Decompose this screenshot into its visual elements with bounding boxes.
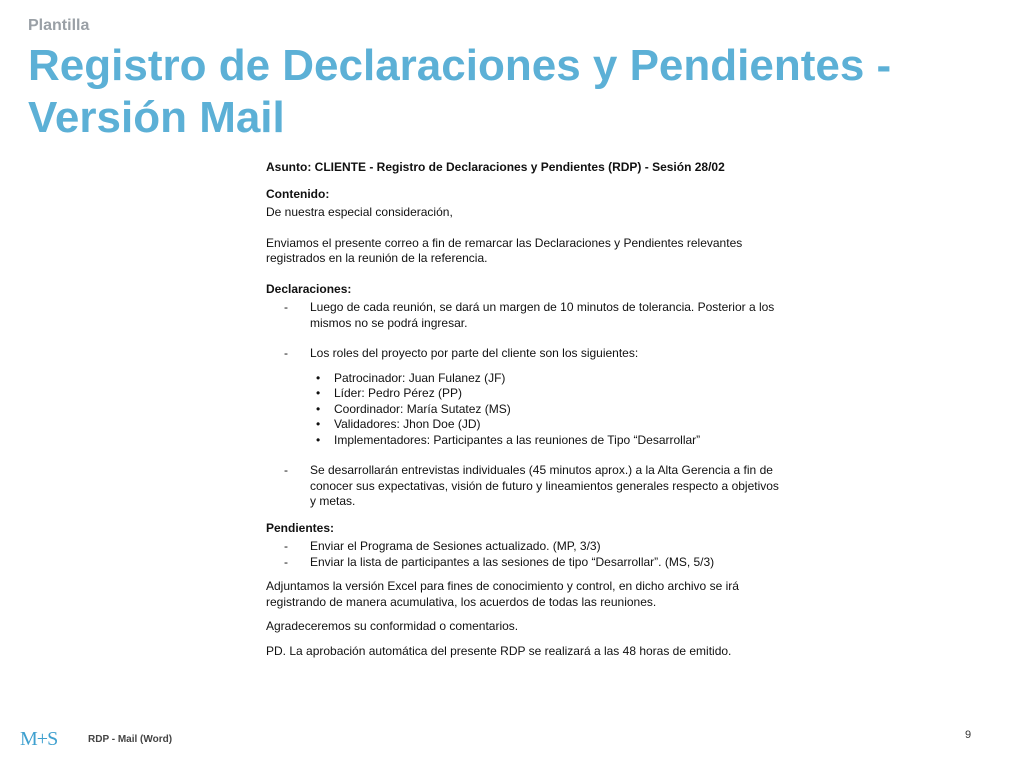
declaration-item	[266, 346, 786, 448]
declaration-item	[266, 463, 786, 510]
role-item: • Validadores: Jhon Doe (JD)	[310, 417, 786, 433]
greeting: De nuestra especial consideración,	[266, 205, 453, 219]
slide-title: Registro de Declaraciones y Pendientes - Versión Mail	[28, 41, 892, 142]
role-item: • Coordinador: María Sutatez (MS)	[310, 402, 786, 418]
pending-item: - Enviar el Programa de Sesiones actualizado. (MP, 3/3)	[266, 539, 786, 555]
role-item: • Líder: Pedro Pérez (PP)	[310, 386, 786, 402]
email-subject: Asunto: CLIENTE - Registro de Declaraciones y Pendientes (RDP) - Sesión 28/02	[266, 160, 725, 174]
attachment-note: Adjuntamos la versión Excel para fines de conocimiento y control, en dicho archivo se irá registrando de manera acumulativa, los acuerdos de todas las reuniones.	[266, 579, 739, 609]
slide-overline: Plantilla	[28, 17, 90, 34]
declaration-text: Luego de cada reunión, se dará un margen de 10 minutos de tolerancia. Posterior a los mismos no se podrá ingresar.	[310, 300, 775, 330]
pending-item: - Enviar la lista de participantes a las sesiones de tipo “Desarrollar”. (MS, 5/3)	[266, 555, 786, 571]
footer-label: RDP - Mail (Word)	[88, 734, 173, 745]
role-item: • Patrocinador: Juan Fulanez (JF)	[310, 371, 786, 387]
content-heading: Contenido:	[266, 186, 330, 201]
declarations-heading: Declaraciones:	[266, 281, 352, 296]
declaration-item	[266, 300, 786, 331]
pending-heading: Pendientes:	[266, 520, 335, 535]
postscript: PD. La aprobación automática del presente RDP se realizará a las 48 horas de emitido.	[266, 643, 732, 658]
page-number: 9	[965, 729, 972, 741]
pending-list	[266, 539, 786, 570]
company-logo: M+S	[20, 728, 58, 750]
declarations-list	[266, 300, 786, 510]
declaration-text: Los roles del proyecto por parte del cliente son los siguientes:	[310, 346, 639, 360]
intro-paragraph: Enviamos el presente correo a fin de remarcar las Declaraciones y Pendientes relevantes registrados en la reunión de la referencia.	[266, 235, 743, 265]
roles-list	[310, 371, 786, 449]
role-item: • Implementadores: Participantes a las reuniones de Tipo “Desarrollar”	[310, 433, 786, 449]
declaration-text: Se desarrollarán entrevistas individuales (45 minutos aprox.) a la Alta Gerencia a fin de conocer sus expectativas, visión de futuro y lineamientos generales respecto a objetivos y metas.	[310, 463, 779, 508]
thanks-line: Agradeceremos su conformidad o comentarios.	[266, 619, 519, 633]
email-document	[266, 160, 786, 659]
